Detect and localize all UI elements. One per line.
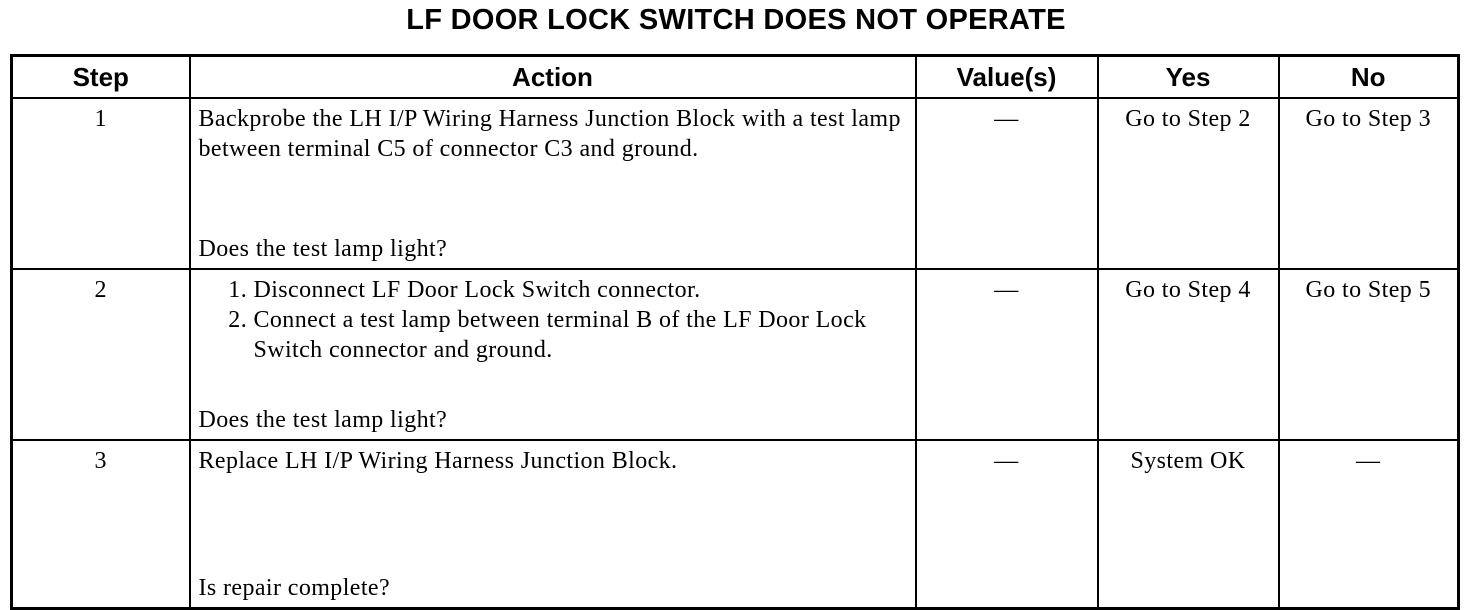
action-question: Is repair complete? [198,575,391,601]
table-row [12,269,1459,440]
header-action: Action [190,56,916,99]
action-question: Does the test lamp light? [198,236,448,262]
yes-cell: Go to Step 4 [1098,269,1279,440]
values-cell: — [916,98,1098,269]
no-cell: Go to Step 3 [1279,98,1459,269]
page-title: LF DOOR LOCK SWITCH DOES NOT OPERATE [406,4,1066,36]
no-cell: — [1279,440,1459,609]
header-no: No [1279,56,1459,99]
action-question: Does the test lamp light? [198,407,448,433]
step-number: 3 [12,440,190,609]
values-cell: — [916,440,1098,609]
values-cell: — [916,269,1098,440]
header-step: Step [12,56,190,99]
step-number: 2 [12,269,190,440]
action-cell [190,98,916,269]
action-text: Replace LH I/P Wiring Harness Junction Block. [198,448,678,474]
diagnostic-table [10,54,1460,610]
table-row [12,440,1459,609]
yes-cell: Go to Step 2 [1098,98,1279,269]
action-step-item: 2. Connect a test lamp between terminal B of the LF Door Lock Switch connector and ground. [254,305,907,365]
header-yes: Yes [1098,56,1279,99]
action-cell [190,440,916,609]
step-number: 1 [12,98,190,269]
yes-cell: System OK [1098,440,1279,609]
action-step-item: 1. Disconnect LF Door Lock Switch connector. [254,275,907,305]
action-text: Backprobe the LH I/P Wiring Harness Junction Block with a test lamp between terminal C5 of connector C3 and ground. [198,106,901,162]
table-row [12,98,1459,269]
action-steps-list [199,275,907,365]
header-values: Value(s) [916,56,1098,99]
table-header-row [12,56,1459,99]
no-cell: Go to Step 5 [1279,269,1459,440]
action-cell [190,269,916,440]
